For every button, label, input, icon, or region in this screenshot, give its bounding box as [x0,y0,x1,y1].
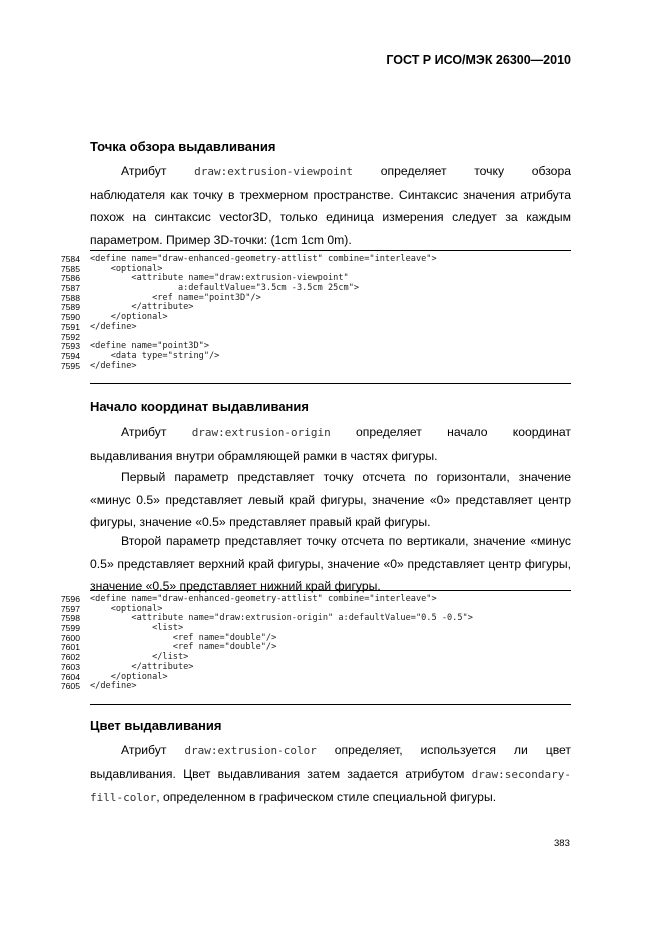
paragraph-vertical [90,530,571,598]
code-attr-secondary-fill: draw:secondary- [471,767,571,781]
paragraph-viewpoint [90,160,571,251]
text-defines: определяет точку обзора [380,164,572,178]
code-line-number: 7591 [60,321,80,332]
section-title-viewpoint: Точка обзора выдавливания [90,139,276,154]
code-line: <attribute name="draw:extrusion-origin" a:defaultValue="0.5 -0.5"> [90,613,473,624]
page-number: 383 [554,838,570,849]
code-line: </define> [90,360,137,371]
code-line-number: 7585 [60,263,80,274]
code-line: <attribute name="draw:extrusion-viewpoint" [90,273,349,284]
code-line-number: 7599 [60,623,80,634]
code-attr-origin: draw:extrusion-origin [191,426,331,439]
code-line-number: 7598 [60,613,80,624]
code-line: a:defaultValue="3.5cm -3.5cm 25cm"> [90,283,360,294]
code-line: <define name="point3D"> [90,341,209,352]
code-line-number: 7597 [60,603,80,614]
code-attr-color: draw:extrusion-color [184,744,317,757]
paragraph-color [90,739,571,810]
code-line-number: 7596 [60,594,80,604]
code-line: </list> [90,652,189,663]
code-line-number: 7587 [60,283,80,294]
code-line-number: 7602 [60,652,80,663]
code-block-viewpoint [90,255,437,371]
section-title-origin: Начало координат выдавливания [90,399,309,414]
code-rule-top-2 [90,590,571,591]
text-horizontal: Первый параметр представляет точку отсчета по горизонтали, значение «минус 0.5» представляет левый край фигуры, значение «0» представляет центр фигуры, значение «0.5» представляет правый край фигуры. [90,470,571,530]
code-rule-bottom-1 [90,383,571,384]
paragraph-origin [90,421,571,467]
code-line-number: 7594 [60,350,80,361]
code-line: <data type="string"/> [90,350,220,361]
code-line: </define> [90,321,137,332]
code-attr-secondary-fill-cont: fill-color [90,791,157,805]
code-line-number: 7604 [60,671,80,682]
code-line-numbers-2 [50,595,80,692]
code-line: <define name="draw-enhanced-geometry-attlist" combine="interleave"> [90,254,437,264]
code-line-number: 7595 [60,360,80,371]
code-line: </attribute> [90,661,194,672]
code-line: </attribute> [90,302,194,313]
code-line: </optional> [90,312,168,323]
code-line-number: 7584 [60,254,80,264]
code-line: <optional> [90,603,163,614]
code-line-number: 7605 [60,681,80,692]
code-rule-top-1 [90,250,571,251]
text-color-mid: выдавливания. Цвет выдавливания затем задается атрибутом [90,766,465,781]
document-header: ГОСТ Р ИСО/МЭК 26300—2010 [386,53,571,67]
text-origin-rest: выдавливания внутри обрамляющей рамки в частях фигуры. [90,448,438,463]
text-color-end: , определенном в графическом стиле специальной фигуры. [156,790,497,805]
text-attribute-word: Атрибут [121,743,167,757]
code-line: <ref name="point3D"/> [90,292,261,303]
code-line-number: 7601 [60,642,80,653]
paragraph-horizontal [90,466,571,534]
code-line: <ref name="double"/> [90,632,277,643]
code-line-number: 7603 [60,661,80,672]
code-block-origin [90,595,473,692]
code-line-number: 7592 [60,331,80,342]
code-line-number: 7600 [60,632,80,643]
code-line-numbers-1 [50,255,80,371]
text-viewpoint-rest: наблюдателя как точку в трехмерном пространстве. Синтаксис значения атрибута похож на синтаксис vector3D, только единица измерения следует за каждым параметром. Пример 3D-точки: (1cm 1cm 0m). [90,187,571,247]
code-line-number: 7590 [60,312,80,323]
text-defines: определяет начало координат [356,425,572,439]
code-line-number: 7588 [60,292,80,303]
code-line: <define name="draw-enhanced-geometry-attlist" combine="interleave"> [90,594,437,604]
code-line: <optional> [90,263,163,274]
text-attribute-word: Атрибут [121,164,167,178]
code-line-number: 7593 [60,341,80,352]
code-rule-bottom-2 [90,704,571,705]
code-line: <ref name="double"/> [90,642,277,653]
text-defines: определяет, используется ли цвет [334,743,571,757]
section-title-color: Цвет выдавливания [90,718,222,733]
code-attr-viewpoint: draw:extrusion-viewpoint [194,165,354,178]
text-vertical: Второй параметр представляет точку отсчета по вертикали, значение «минус 0.5» представляет верхний край фигуры, значение «0» представляет центр фигуры, значение «0.5» представляет нижний край фигуры. [90,534,571,594]
code-line-number: 7586 [60,273,80,284]
code-line: <list> [90,623,184,634]
text-attribute-word: Атрибут [121,425,167,439]
code-line: </optional> [90,671,168,682]
code-line: </define> [90,681,137,692]
code-line-number: 7589 [60,302,80,313]
